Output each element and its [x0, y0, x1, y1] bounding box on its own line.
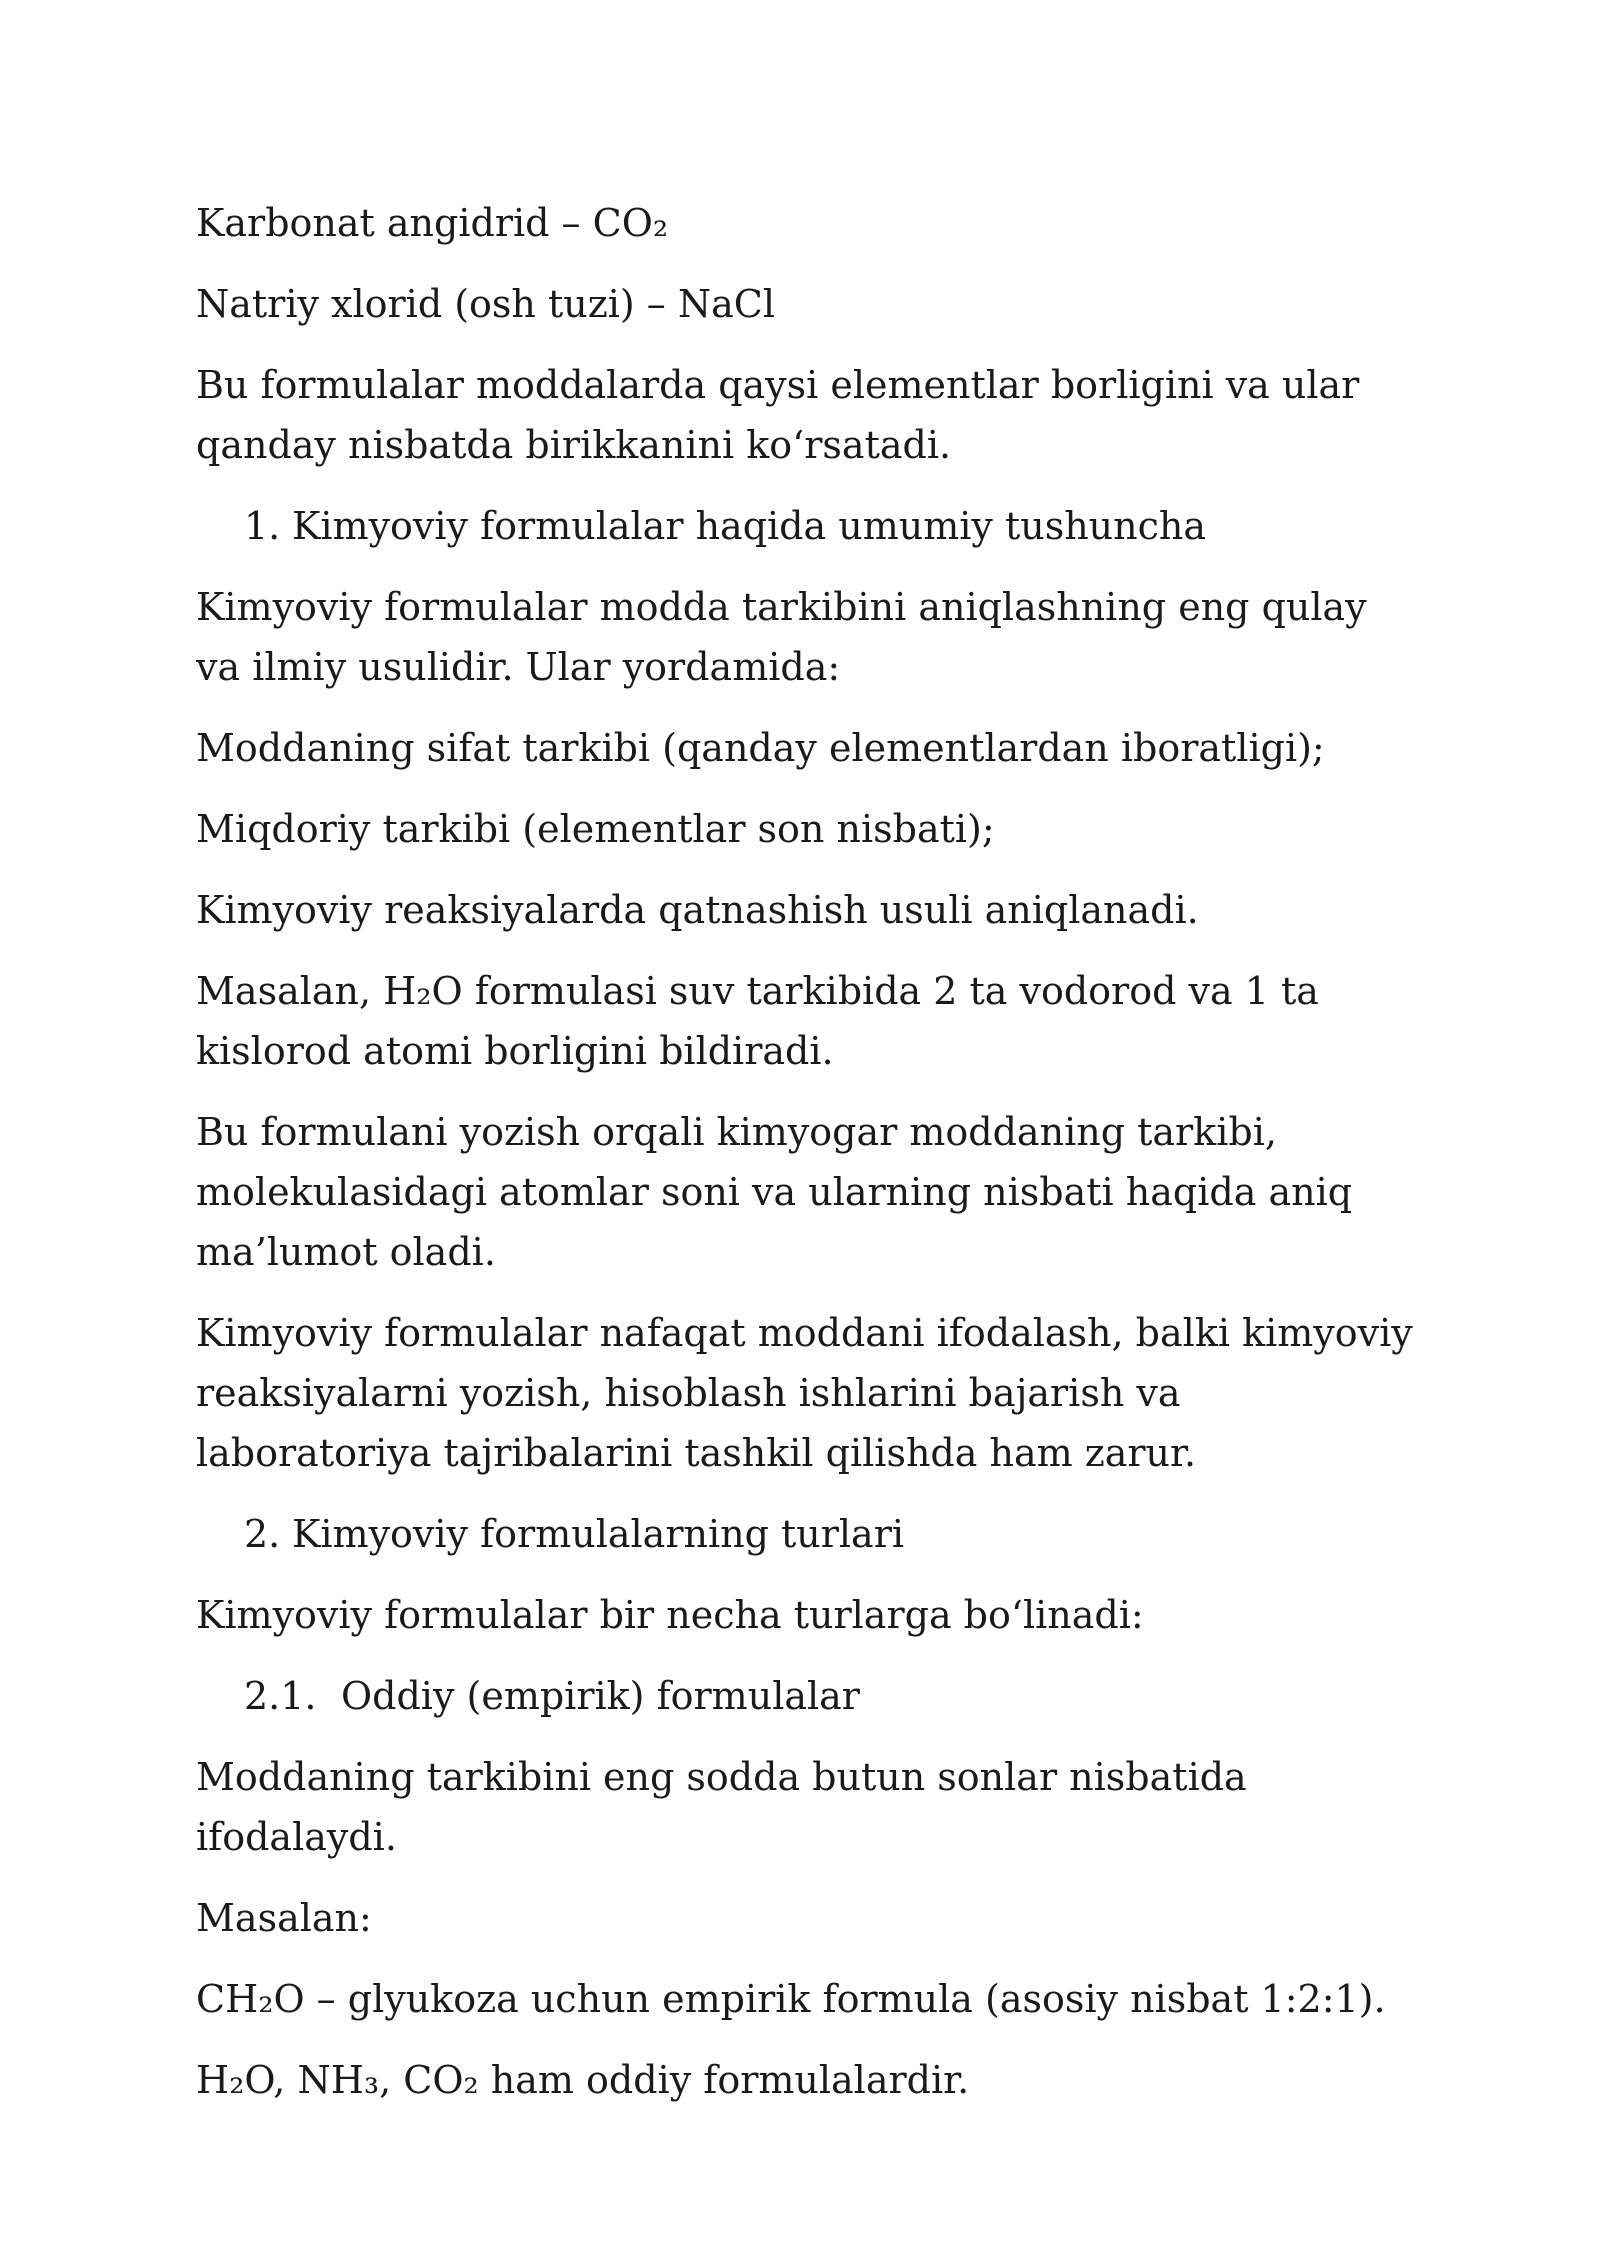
document-body — [196, 193, 1416, 2131]
paragraph-simple-formulas: H₂O, NH₃, CO₂ ham oddiy formulalardir. — [196, 2058, 970, 2102]
paragraph-quality-composition: Moddaning sifat tarkibi (qanday elementlardan iboratligi); — [196, 726, 1325, 770]
section-title: Kimyoviy formulalarning turlari — [292, 1512, 905, 1556]
paragraph-empirical-definition: Moddaning tarkibini eng sodda butun sonlar nisbatida ifodalaydi. — [196, 1755, 1247, 1859]
section-number: 2. — [244, 1512, 281, 1556]
paragraph-intro: Kimyoviy formulalar modda tarkibini aniqlashning eng qulay va ilmiy usulidir. Ular yordamida: — [196, 585, 1367, 689]
paragraph-formula-uses: Kimyoviy formulalar nafaqat moddani ifodalash, balki kimyoviy reaksiyalarni yozish, hisoblash ishlarini bajarish va laboratoriya tajribalarini tashkil qilishda ham zarur. — [196, 1311, 1413, 1475]
paragraph-quantity-composition: Miqdoriy tarkibi (elementlar son nisbati); — [196, 807, 995, 851]
section-heading-1 — [196, 496, 1416, 556]
paragraph-example-label: Masalan: — [196, 1896, 372, 1940]
paragraph-formula-meaning: Bu formulalar moddalarda qaysi elementlar borligini va ular qanday nisbatda birikkanini ko‘rsatadi. — [196, 363, 1360, 467]
section-title: Kimyoviy formulalar haqida umumiy tushuncha — [292, 504, 1207, 548]
subsection-heading-2-1 — [196, 1666, 1416, 1726]
section-number: 1. — [244, 504, 281, 548]
paragraph-sodium-chloride: Natriy xlorid (osh tuzi) – NaCl — [196, 282, 776, 326]
paragraph-carbon-dioxide: Karbonat angidrid – CO₂ — [196, 201, 669, 245]
paragraph-water-example: Masalan, H₂O formulasi suv tarkibida 2 ta vodorod va 1 ta kislorod atomi borligini bildiradi. — [196, 969, 1319, 1073]
paragraph-types-intro: Kimyoviy formulalar bir necha turlarga bo‘linadi: — [196, 1593, 1144, 1637]
paragraph-chemist-info: Bu formulani yozish orqali kimyogar moddaning tarkibi, molekulasidagi atomlar soni va ularning nisbati haqida aniq ma’lumot oladi. — [196, 1110, 1353, 1274]
section-heading-2 — [196, 1504, 1416, 1564]
subsection-number: 2.1. — [244, 1674, 317, 1718]
paragraph-reaction-method: Kimyoviy reaksiyalarda qatnashish usuli aniqlanadi. — [196, 888, 1199, 932]
paragraph-glucose-example: CH₂O – glyukoza uchun empirik formula (asosiy nisbat 1:2:1). — [196, 1977, 1386, 2021]
subsection-title: Oddiy (empirik) formulalar — [341, 1674, 860, 1718]
